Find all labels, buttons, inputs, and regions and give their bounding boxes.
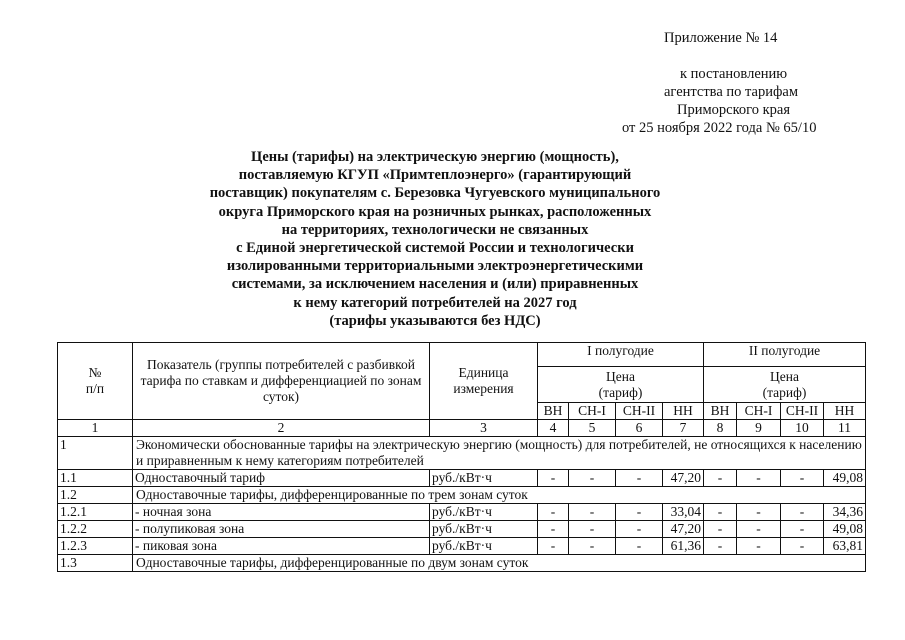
value-cell: - bbox=[781, 470, 824, 487]
value-cell: - bbox=[538, 521, 569, 538]
row-name: - ночная зона bbox=[133, 504, 430, 521]
level-sn1: СН-I bbox=[569, 403, 616, 420]
value-cell: - bbox=[704, 470, 737, 487]
row-number: 1.1 bbox=[58, 470, 133, 487]
value-cell: - bbox=[616, 521, 663, 538]
title-line: Цены (тарифы) на электрическую энергию (мощность), bbox=[251, 149, 619, 165]
title-line: (тарифы указываются без НДС) bbox=[329, 312, 541, 329]
value-cell: - bbox=[781, 504, 824, 521]
value-cell: - bbox=[704, 504, 737, 521]
value-cell: - bbox=[538, 538, 569, 555]
column-number: 3 bbox=[430, 420, 538, 437]
value-cell: 47,20 bbox=[663, 521, 704, 538]
title-line: поставляемую КГУП «Примтеплоэнерго» (гарантирующий bbox=[238, 167, 632, 184]
row-number: 1.2.3 bbox=[58, 538, 133, 555]
tariff-label: (тариф) bbox=[762, 384, 807, 400]
header-unit: Единица измерения bbox=[430, 343, 538, 420]
level-sn2: СН-II bbox=[781, 403, 824, 420]
column-number: 4 bbox=[538, 420, 569, 437]
value-cell: - bbox=[781, 521, 824, 538]
section-text: Экономически обоснованные тарифы на электрическую энергию (мощность) для потребителей, не относящихся к населению и приравненным к нему категориям потребителей bbox=[133, 437, 866, 470]
appendix-region: Приморского края bbox=[677, 102, 791, 118]
column-number: 10 bbox=[781, 420, 824, 437]
header-price-2 bbox=[704, 367, 866, 403]
table-row bbox=[58, 470, 866, 487]
row-number: 1.2 bbox=[58, 487, 133, 504]
section-row bbox=[58, 437, 866, 470]
column-number: 9 bbox=[737, 420, 781, 437]
header-price-1 bbox=[538, 367, 704, 403]
header-half-1: I полугодие bbox=[538, 343, 704, 367]
value-cell: - bbox=[569, 504, 616, 521]
level-nn: НН bbox=[824, 403, 866, 420]
section-text: Одноставочные тарифы, дифференцированные по двум зонам суток bbox=[133, 555, 866, 572]
tariff-label: (тариф) bbox=[598, 384, 643, 400]
title-line: системами, за исключением населения и (или) приравненных bbox=[231, 276, 639, 293]
appendix-to-decree: к постановлению bbox=[680, 66, 788, 82]
price-label: Цена bbox=[770, 368, 799, 384]
value-cell: - bbox=[569, 521, 616, 538]
title-line: с Единой энергетической системой России и технологически bbox=[236, 240, 634, 257]
level-vn: ВН bbox=[704, 403, 737, 420]
row-unit: руб./кВт·ч bbox=[430, 470, 538, 487]
appendix-number: Приложение № 14 bbox=[664, 30, 778, 46]
title-line: округа Приморского края на розничных рынках, расположенных bbox=[218, 203, 652, 220]
row-unit: руб./кВт·ч bbox=[430, 538, 538, 555]
level-sn2: СН-II bbox=[616, 403, 663, 420]
value-cell: - bbox=[569, 470, 616, 487]
row-unit: руб./кВт·ч bbox=[430, 504, 538, 521]
value-cell: - bbox=[616, 538, 663, 555]
row-name: - полупиковая зона bbox=[133, 521, 430, 538]
column-number: 1 bbox=[58, 420, 133, 437]
value-cell: - bbox=[704, 538, 737, 555]
row-name: - пиковая зона bbox=[133, 538, 430, 555]
section-row bbox=[58, 487, 866, 504]
value-cell: - bbox=[737, 504, 781, 521]
document-title bbox=[150, 148, 720, 330]
row-unit: руб./кВт·ч bbox=[430, 521, 538, 538]
value-cell: - bbox=[538, 504, 569, 521]
price-label: Цена bbox=[606, 368, 635, 384]
section-row bbox=[58, 555, 866, 572]
value-cell: - bbox=[616, 504, 663, 521]
value-cell: - bbox=[616, 470, 663, 487]
title-line: на территориях, технологически не связанных bbox=[281, 221, 589, 238]
column-number: 5 bbox=[569, 420, 616, 437]
value-cell: 49,08 bbox=[824, 470, 866, 487]
row-number: 1 bbox=[58, 437, 133, 470]
header-number: № п/п bbox=[58, 343, 133, 420]
row-name: Одноставочный тариф bbox=[133, 470, 430, 487]
title-line: изолированными территориальными электроэнергетическими bbox=[226, 258, 644, 275]
table-row bbox=[58, 521, 866, 538]
appendix-agency: агентства по тарифам bbox=[664, 84, 798, 100]
value-cell: 34,36 bbox=[824, 504, 866, 521]
value-cell: 63,81 bbox=[824, 538, 866, 555]
appendix-date: от 25 ноября 2022 года № 65/10 bbox=[622, 120, 817, 136]
level-sn1: СН-I bbox=[737, 403, 781, 420]
tariff-table bbox=[57, 342, 866, 572]
level-nn: НН bbox=[663, 403, 704, 420]
header-half-2: II полугодие bbox=[704, 343, 866, 367]
title-line: поставщик) покупателям с. Березовка Чугуевского муниципального bbox=[209, 185, 661, 202]
header-indicator: Показатель (группы потребителей с разбивкой тарифа по ставкам и дифференциацией по зонам суток) bbox=[133, 343, 430, 420]
value-cell: - bbox=[781, 538, 824, 555]
value-cell: - bbox=[737, 470, 781, 487]
value-cell: 33,04 bbox=[663, 504, 704, 521]
column-number: 7 bbox=[663, 420, 704, 437]
table-row bbox=[58, 538, 866, 555]
row-number: 1.3 bbox=[58, 555, 133, 572]
title-line: к нему категорий потребителей на 2027 год bbox=[293, 294, 577, 311]
value-cell: - bbox=[569, 538, 616, 555]
column-number: 2 bbox=[133, 420, 430, 437]
value-cell: 61,36 bbox=[663, 538, 704, 555]
value-cell: - bbox=[538, 470, 569, 487]
column-number: 6 bbox=[616, 420, 663, 437]
table-row bbox=[58, 504, 866, 521]
value-cell: - bbox=[737, 521, 781, 538]
row-number: 1.2.1 bbox=[58, 504, 133, 521]
section-text: Одноставочные тарифы, дифференцированные по трем зонам суток bbox=[133, 487, 866, 504]
value-cell: - bbox=[737, 538, 781, 555]
value-cell: 47,20 bbox=[663, 470, 704, 487]
value-cell: - bbox=[704, 521, 737, 538]
level-vn: ВН bbox=[538, 403, 569, 420]
column-number: 8 bbox=[704, 420, 737, 437]
value-cell: 49,08 bbox=[824, 521, 866, 538]
column-number: 11 bbox=[824, 420, 866, 437]
row-number: 1.2.2 bbox=[58, 521, 133, 538]
